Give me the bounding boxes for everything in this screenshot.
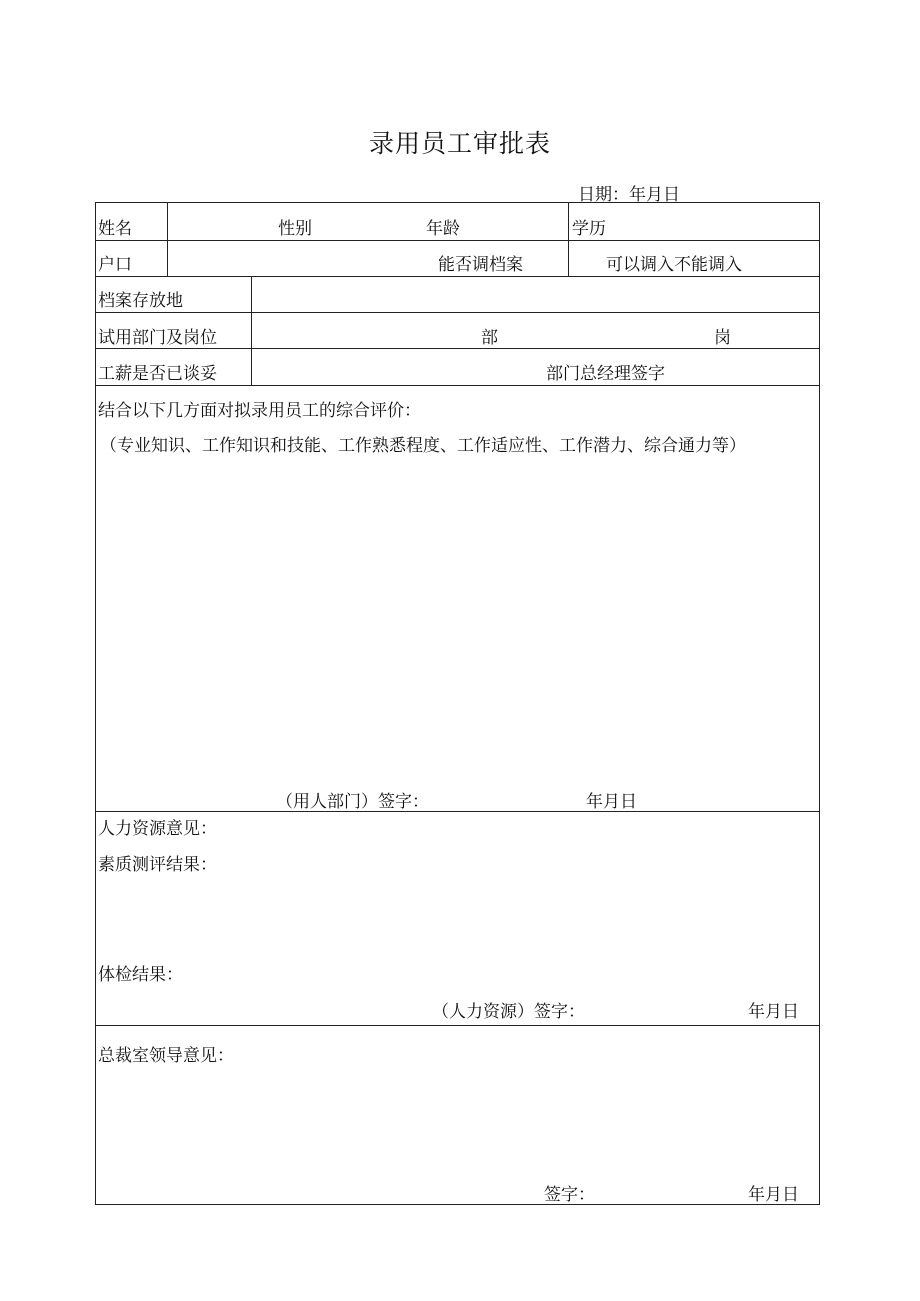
row-divider [96,312,819,313]
column-divider [167,203,168,276]
page-title: 录用员工审批表 [368,129,551,158]
gender-label: 性别 [278,219,312,239]
row-divider [96,240,819,241]
age-label: 年龄 [426,219,460,239]
date-label: 日期：年月日 [578,185,680,205]
transfer-options: 可以调入不能调入 [606,255,742,275]
row-divider [96,1025,819,1026]
trial-dept-label: 试用部门及岗位 [98,328,217,348]
gm-sign-label: 部门总经理签字 [546,364,665,384]
president-sign: 签字： [544,1185,595,1205]
hr-date: 年月日 [748,1002,799,1022]
archive-location-label: 档案存放地 [98,291,183,311]
column-divider [251,276,252,385]
employing-dept-sign: （用人部门）签字： [276,792,429,812]
post-label: 岗 [714,328,731,348]
evaluation-heading: 结合以下几方面对拟录用员工的综合评价： [98,401,421,421]
approval-form [95,202,820,1205]
dept-label: 部 [481,328,498,348]
hukou-label: 户口 [98,255,132,275]
name-label: 姓名 [98,219,132,239]
evaluation-aspects: （专业知识、工作知识和技能、工作熟悉程度、工作适应性、工作潜力、综合通力等） [100,436,746,456]
hr-sign: （人力资源）签字： [432,1002,585,1022]
assessment-label: 素质测评结果： [98,855,217,875]
physical-exam-label: 体检结果： [98,965,183,985]
salary-agreed-label: 工薪是否已谈妥 [98,364,217,384]
evaluation-date: 年月日 [586,792,637,812]
education-label: 学历 [572,219,606,239]
hr-opinion-label: 人力资源意见： [98,819,217,839]
president-opinion-label: 总裁室领导意见： [98,1046,234,1066]
row-divider [96,385,819,386]
row-divider [96,811,819,812]
column-divider [568,203,569,276]
president-date: 年月日 [748,1185,799,1205]
row-divider [96,276,819,277]
row-divider [96,348,819,349]
transfer-question: 能否调档案 [438,255,523,275]
